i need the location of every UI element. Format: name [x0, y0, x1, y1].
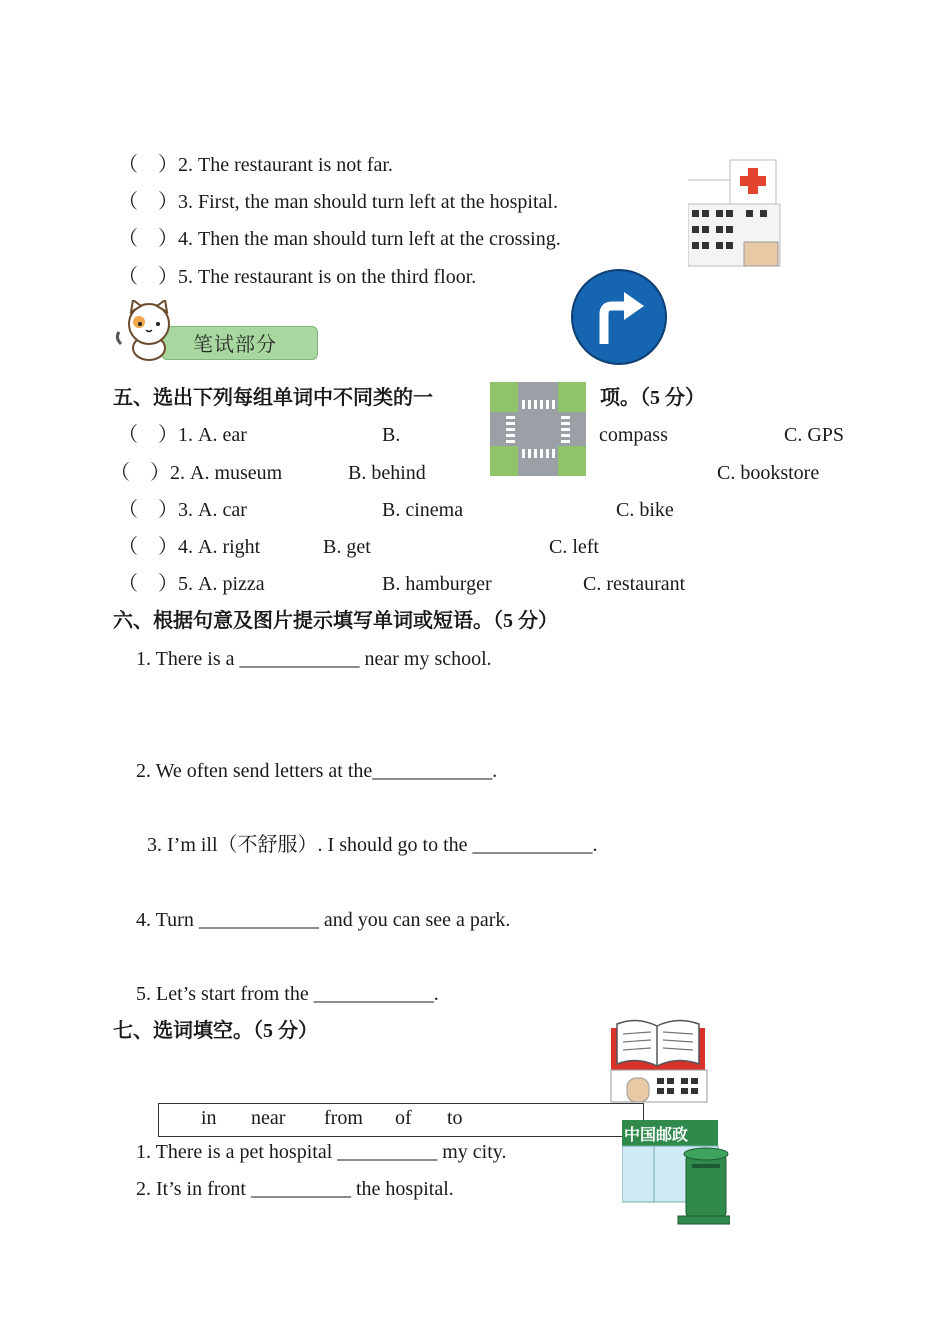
fill-item-5[interactable]: 5. Let’s start from the ____________. [136, 983, 439, 1005]
option-c: C. bookstore [717, 462, 820, 484]
answer-bracket[interactable]: （ ） [118, 228, 178, 250]
section5-title: 五、选出下列每组单词中不同类的一 [113, 387, 433, 409]
section5-title-end: 项。（5 分） [600, 387, 705, 409]
post-office-icon [622, 1120, 730, 1230]
item-text: 3. First, the man should turn left at the hospital. [178, 191, 558, 213]
answer-bracket[interactable]: （ ） [118, 536, 178, 558]
listening-item-4 [118, 227, 561, 251]
banner-label: 笔试部分 [193, 332, 277, 356]
option-c: C. left [549, 536, 599, 558]
answer-bracket[interactable]: （ ） [118, 266, 178, 288]
section6-title: 六、根据句意及图片提示填写单词或短语。（5 分） [113, 610, 558, 632]
s5-row-4 [118, 535, 260, 559]
option-a: 5. A. pizza [178, 573, 265, 595]
answer-bracket[interactable]: （ ） [118, 191, 178, 213]
item-text: 2. The restaurant is not far. [178, 154, 393, 176]
crossing-icon [490, 382, 586, 476]
item-text: 4. Then the man should turn left at the crossing. [178, 228, 561, 250]
fill-item-1[interactable]: 1. There is a ____________ near my school. [136, 648, 492, 670]
option-a: 4. A. right [178, 536, 261, 558]
listening-item-2 [118, 153, 393, 177]
option-c: C. bike [616, 499, 674, 521]
answer-bracket[interactable]: （ ） [118, 573, 178, 595]
option-b: B. get [323, 536, 371, 558]
word-bank [158, 1103, 644, 1137]
section7-title: 七、选词填空。（5 分） [113, 1020, 318, 1042]
answer-bracket[interactable]: （ ） [110, 462, 170, 484]
option-b-word: compass [599, 424, 668, 446]
fill-item-2[interactable]: 2. We often send letters at the____________. [136, 760, 498, 782]
word-option: in [201, 1107, 217, 1129]
fill-item-4[interactable]: 4. Turn ____________ and you can see a park. [136, 909, 511, 931]
option-a: 1. A. ear [178, 424, 247, 446]
answer-bracket[interactable]: （ ） [118, 424, 178, 446]
fill-item-3[interactable]: 3. I’m ill（不舒服）. I should go to the ____________. [147, 834, 598, 856]
option-c: C. GPS [784, 424, 845, 446]
option-b: B. hamburger [382, 573, 492, 595]
option-b: B. cinema [382, 499, 464, 521]
answer-bracket[interactable]: （ ） [118, 499, 178, 521]
word-option: to [447, 1107, 463, 1129]
s5-row-2 [110, 461, 282, 485]
word-option: of [395, 1107, 412, 1129]
post-office-sign: 中国邮政 [624, 1125, 689, 1144]
option-b: B. [382, 424, 401, 446]
s5-row-1 [118, 423, 247, 447]
hospital-icon [688, 158, 784, 270]
option-b: B. behind [348, 462, 426, 484]
item-text: 5. The restaurant is on the third floor. [178, 266, 477, 288]
option-a: 2. A. museum [170, 462, 283, 484]
listening-item-3 [118, 190, 558, 214]
s5-row-5 [118, 572, 265, 596]
option-c: C. restaurant [583, 573, 686, 595]
fill-word-item-2[interactable]: 2. It’s in front __________ the hospital. [136, 1178, 454, 1200]
option-a: 3. A. car [178, 499, 247, 521]
fill-word-item-1[interactable]: 1. There is a pet hospital __________ my city. [136, 1141, 507, 1163]
word-option: near [251, 1107, 286, 1129]
cat-icon [113, 300, 183, 362]
bookstore-icon [609, 1018, 709, 1104]
word-option: from [324, 1107, 363, 1129]
answer-bracket[interactable]: （ ） [118, 154, 178, 176]
written-section-banner [113, 300, 318, 362]
turn-right-sign-icon [570, 268, 668, 366]
listening-item-5 [118, 265, 476, 289]
s5-row-3 [118, 498, 247, 522]
